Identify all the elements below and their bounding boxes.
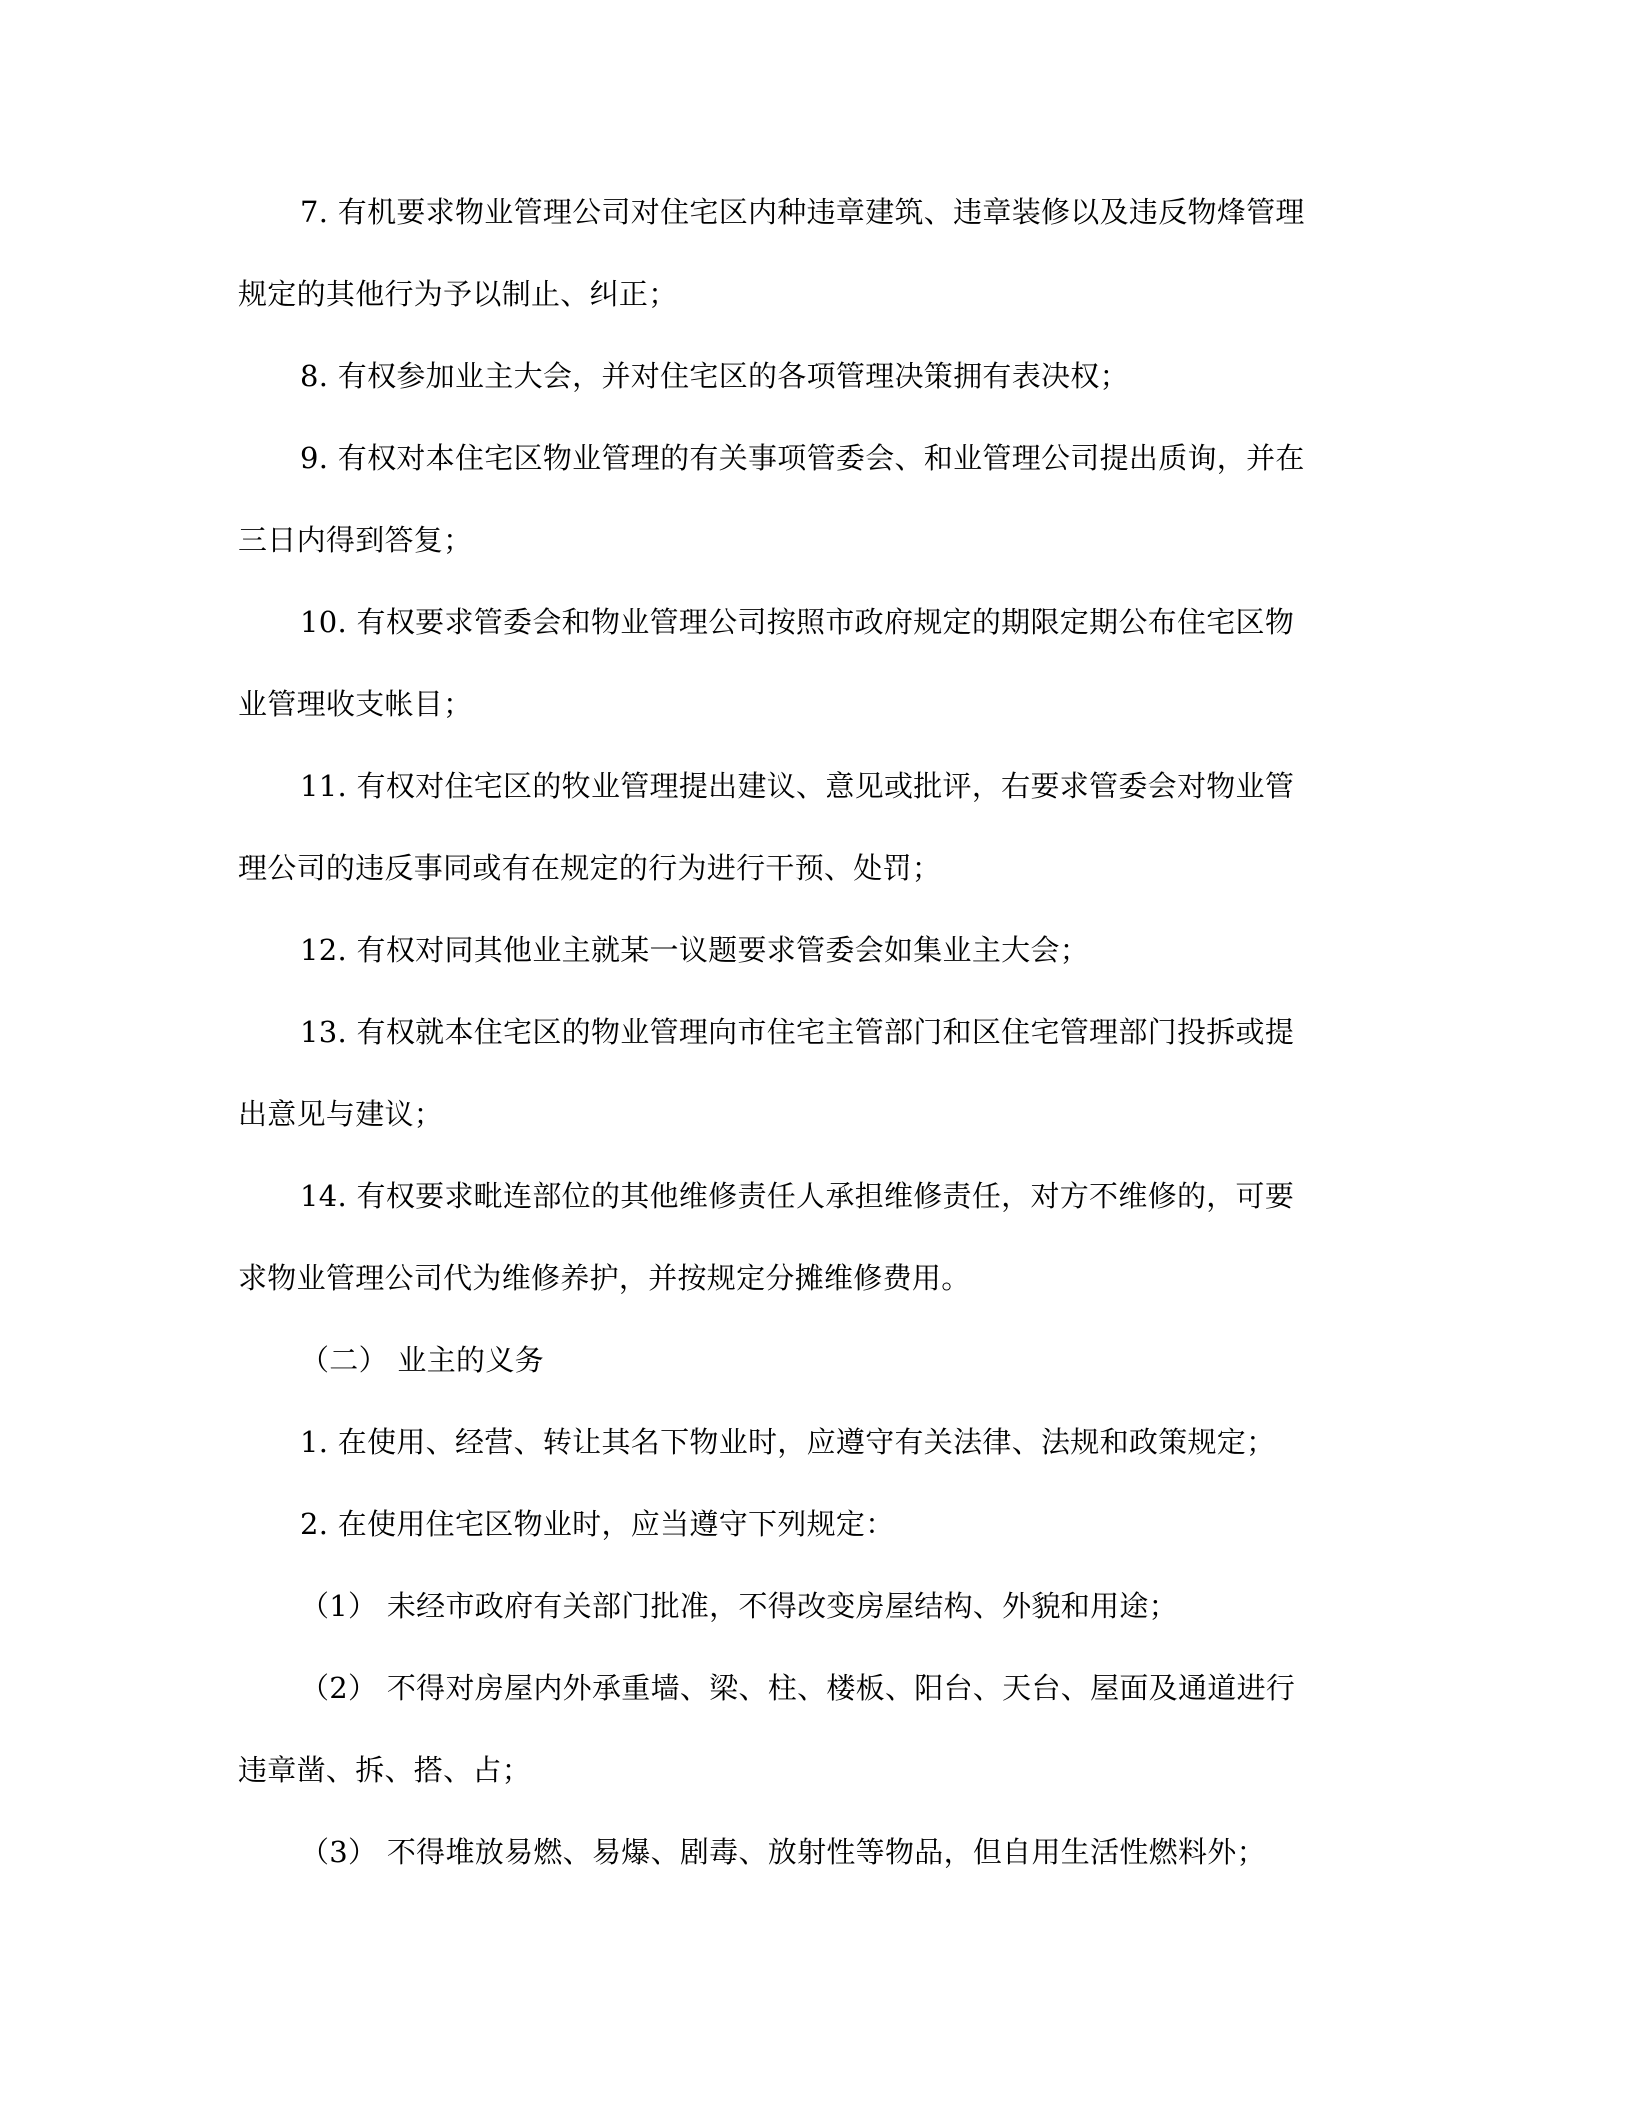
text-line-19: （2） 不得对房屋内外承重墙、梁、柱、楼板、阳台、天台、屋面及通道进行	[300, 1671, 1296, 1705]
text-line-10: 12. 有权对同其他业主就某一议题要求管委会如集业主大会；	[300, 933, 1090, 967]
text-line-20: 违章凿、拆、搭、占；	[238, 1753, 532, 1787]
text-line-9: 理公司的违反事同或有在规定的行为进行干预、处罚；	[238, 851, 942, 885]
text-line-14: 求物业管理公司代为维修养护，并按规定分摊维修费用。	[238, 1261, 971, 1295]
text-line-21: （3） 不得堆放易燃、易爆、剧毒、放射性等物品，但自用生活性燃料外；	[300, 1835, 1266, 1869]
text-line-6: 10. 有权要求管委会和物业管理公司按照市政府规定的期限定期公布住宅区物	[300, 605, 1295, 639]
text-line-11: 13. 有权就本住宅区的物业管理向市住宅主管部门和区住宅管理部门投拆或提	[300, 1015, 1295, 1049]
text-line-3: 8. 有权参加业主大会，并对住宅区的各项管理决策拥有表决权；	[300, 359, 1129, 393]
text-line-13: 14. 有权要求毗连部位的其他维修责任人承担维修责任，对方不维修的，可要	[300, 1179, 1295, 1213]
text-line-2: 规定的其他行为予以制止、纠正；	[238, 277, 678, 311]
text-line-7: 业管理收支帐目；	[238, 687, 473, 721]
text-line-12: 出意见与建议；	[238, 1097, 444, 1131]
text-line-5: 三日内得到答复；	[238, 523, 473, 557]
text-line-1: 7. 有机要求物业管理公司对住宅区内种违章建筑、违章装修以及违反物烽管理	[300, 195, 1305, 229]
text-line-17: 2. 在使用住宅区物业时，应当遵守下列规定：	[300, 1507, 895, 1541]
text-line-16: 1. 在使用、经营、转让其名下物业时，应遵守有关法律、法规和政策规定；	[300, 1425, 1276, 1459]
text-line-8: 11. 有权对住宅区的牧业管理提出建议、意见或批评，右要求管委会对物业管	[300, 769, 1295, 803]
text-line-4: 9. 有权对本住宅区物业管理的有关事项管委会、和业管理公司提出质询，并在	[300, 441, 1305, 475]
section-heading: （二） 业主的义务	[300, 1343, 544, 1377]
text-line-18: （1） 未经市政府有关部门批准，不得改变房屋结构、外貌和用途；	[300, 1589, 1178, 1623]
